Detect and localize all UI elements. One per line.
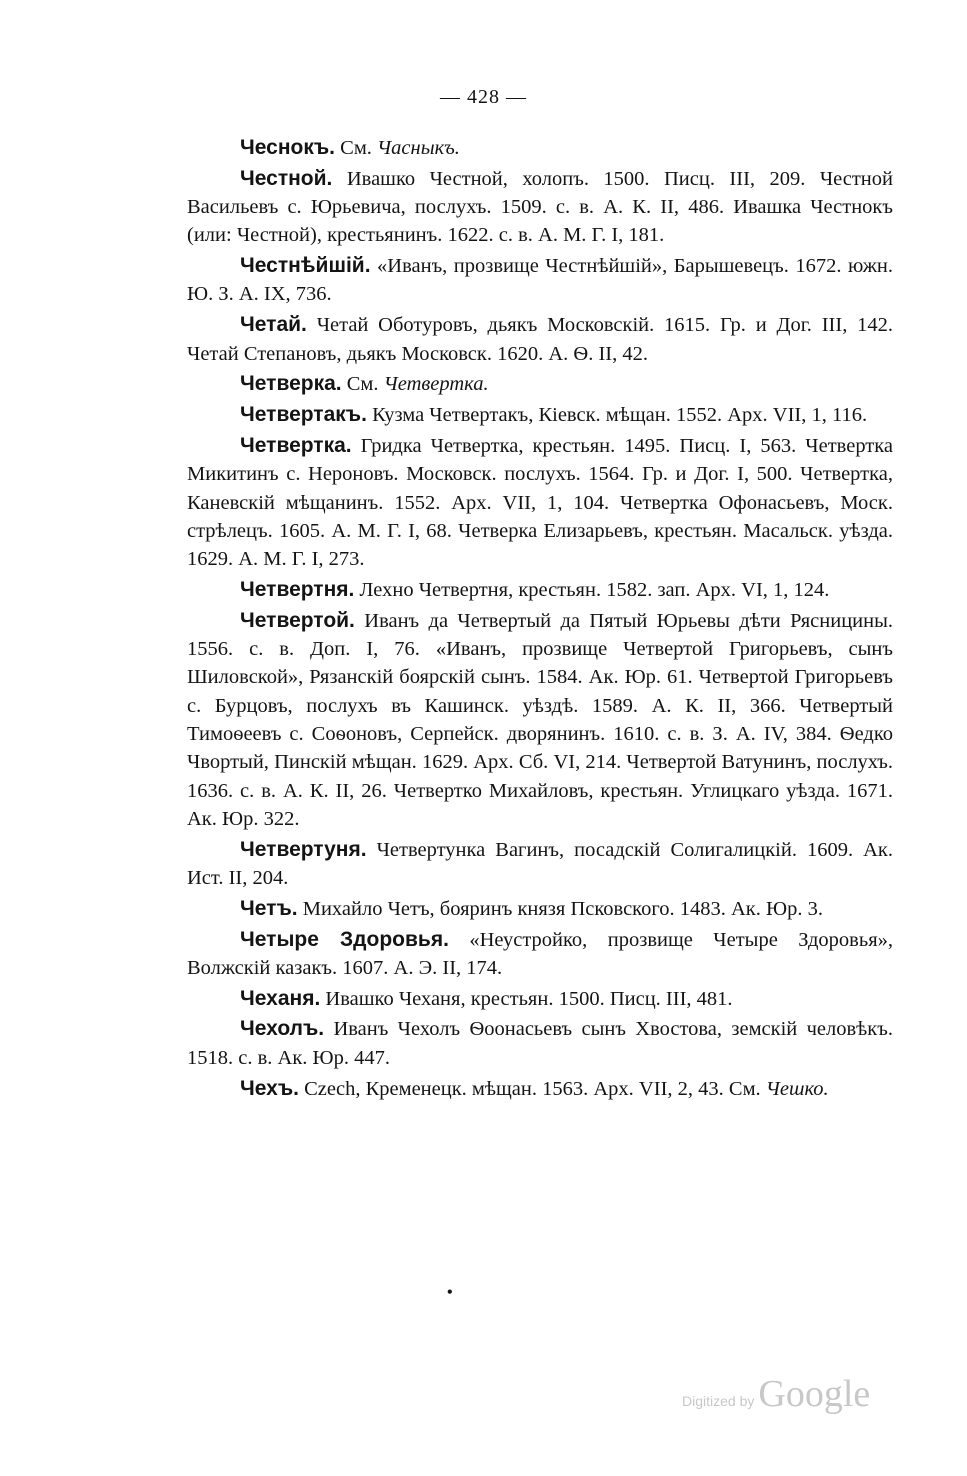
dictionary-entry: [187, 165, 893, 250]
entry-text: Иванъ Чехолъ Ѳоонасьевъ сынъ Хвостова, земскій человѣкъ. 1518. с. в. Ак. Юр. 447.: [187, 1018, 893, 1069]
entry-text: См.: [340, 137, 372, 159]
dictionary-entry: [187, 432, 893, 573]
dictionary-entry: [187, 926, 893, 983]
entry-text: «Иванъ, прозвище Честнѣйшій», Барышевецъ. 1672. южн. Ю. З. А. IX, 736.: [187, 255, 894, 306]
google-logo: Google: [758, 1373, 871, 1415]
dictionary-entry: [187, 401, 893, 429]
entry-headword: Четвертка.: [240, 433, 352, 457]
entry-text: Четвертунка Вагинъ, посадскій Солигалицкій. 1609. Ак. Ист. II, 204.: [187, 838, 893, 889]
entry-text: Михайло Четъ, бояринъ князя Псковского. 1483. Ак. Юр. 3.: [302, 897, 823, 920]
dictionary-entry: [187, 311, 893, 368]
entry-headword: Честной.: [240, 166, 333, 190]
digitized-by-google-watermark: [682, 1372, 870, 1416]
entry-headword: Четверка.: [240, 372, 342, 396]
dictionary-entry: [187, 252, 893, 309]
entry-headword: Четвертой.: [240, 608, 355, 632]
dictionary-entry: [187, 134, 893, 162]
entry-headword: Чехъ.: [240, 1076, 299, 1100]
entry-text: «Неустройко, прозвище Четыре Здоровья», Волжскій казакъ. 1607. А. Э. II, 174.: [187, 928, 893, 979]
entry-text: Ивашко Чеханя, крестьян. 1500. Писц. III, 481.: [325, 987, 733, 1010]
entry-cross-reference: Чешко.: [765, 1077, 829, 1100]
entry-headword: Чехолъ.: [240, 1017, 325, 1041]
dictionary-entry: [187, 985, 893, 1013]
dictionary-entry: [187, 895, 893, 923]
entry-headword: Четвертакъ.: [240, 403, 367, 427]
entry-headword: Чеханя.: [240, 986, 321, 1010]
page-number: — 428 —: [440, 86, 527, 108]
entry-cross-reference: Четвертка.: [383, 373, 489, 396]
dictionary-entry: [187, 607, 893, 833]
entry-text: Czech, Кременецк. мѣщан. 1563. Арх. VII, 2, 43. См.: [304, 1077, 761, 1100]
entry-text: Кузма Четвертакъ, Кіевск. мѣщан. 1552. Арх. VII, 1, 116.: [372, 404, 868, 427]
entry-text: Четай Оботуровъ, дьякъ Московскій. 1615. Гр. и Дог. III, 142. Четай Степановъ, дьякъ Московск. 1620. А. Ѳ. II, 42.: [187, 314, 894, 365]
dictionary-entry: [187, 370, 893, 398]
entry-headword: Четыре Здоровья.: [240, 927, 449, 951]
dictionary-entry: [187, 836, 893, 893]
entry-headword: Четай.: [240, 313, 307, 337]
dictionary-entry: [187, 1015, 893, 1072]
entry-headword: Четвертуня.: [240, 837, 367, 861]
dictionary-entry: [187, 1075, 893, 1103]
stray-ink-mark: •: [447, 1284, 453, 1301]
entry-text: Ивашко Честной, холопъ. 1500. Писц. III, 209. Честной Васильевъ с. Юрьевича, послухъ. 1509. с. в. А. К. II, 486. Ивашка Честнокъ (или: Честной), крестьянинъ. 1622. с. в. А. М. Г. I, 181.: [187, 167, 893, 247]
entry-text: Гридка Четвертка, крестьян. 1495. Писц. I, 563. Четвертка Микитинъ с. Нероновъ. Московск. послухъ. 1564. Гр. и Дог. I, 500. Четвертка, Каневскій мѣщанинъ. 1552. Арх. VII, 1, 104. Четвертка Офонасьевъ, Моск. стрѣлецъ. 1605. А. М. Г. I, 68. Четверка Елизарьевъ, крестьян. Масальск. уѣзда. 1629. А. М. Г. I, 273.: [187, 434, 894, 571]
dictionary-entries: [187, 134, 893, 1105]
entry-text: Лехно Четвертня, крестьян. 1582. зап. Арх. VI, 1, 124.: [359, 578, 830, 601]
entry-headword: Чеснокъ.: [240, 136, 336, 159]
entry-headword: Четъ.: [240, 896, 298, 920]
entry-headword: Честнѣйшій.: [240, 254, 371, 278]
entry-headword: Четвертня.: [240, 577, 355, 601]
dictionary-entry: [187, 576, 893, 604]
entry-cross-reference: Часныкъ.: [377, 137, 460, 159]
entry-text: См.: [346, 373, 379, 396]
entry-text: Иванъ да Четвертый да Пятый Юрьевы дѣти Рясницины. 1556. с. в. Доп. I, 76. «Иванъ, прозвище Четвертой Григорьевъ, сынъ Шиловской», Рязанскій боярскій сынъ. 1584. Ак. Юр. 61. Четвертой Григорьевъ с. Бурцовъ, послухъ въ Кашинск. уѣздѣ. 1589. А. К. II, 366. Четвертый Тимоѳеевъ с. Соѳоновъ, Серпейск. дворянинъ. 1610. с. в. З. А. IV, 384. Ѳедко Чвортый, Пинскій мѣщан. 1629. Арх. Сб. VI, 214. Четвертой Ватунинъ, послухъ. 1636. с. в. А. К. II, 26. Четвертко Михайловъ, крестьян. Углицкаго уѣзда. 1671. Ак. Юр. 322.: [187, 609, 894, 830]
watermark-prefix: Digitized by: [682, 1393, 755, 1409]
